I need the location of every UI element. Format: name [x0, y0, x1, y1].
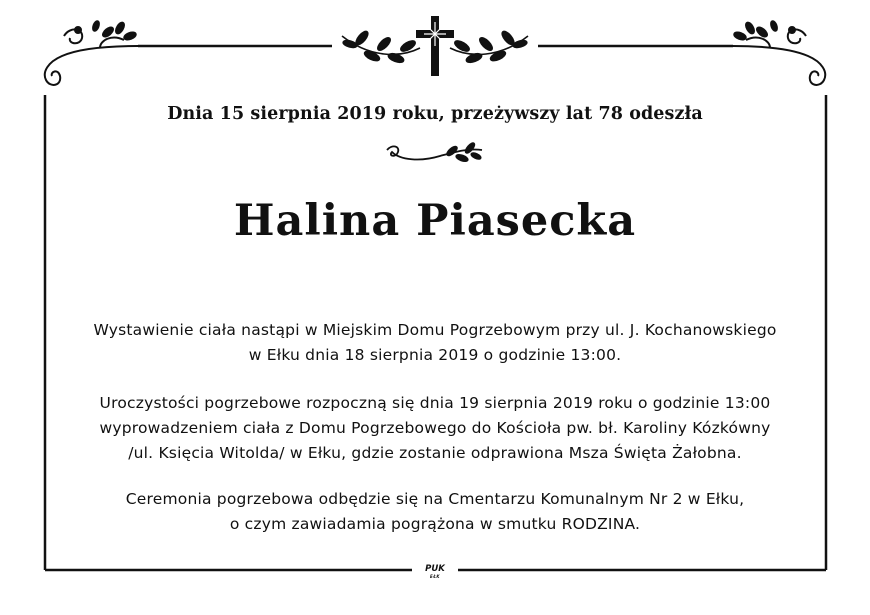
- paragraph-line: Uroczystości pogrzebowe rozpoczną się dnia 19 sierpnia 2019 roku o godzinie 13:00: [99, 394, 771, 412]
- cross-icon: [416, 16, 454, 76]
- divider-flourish-icon: [387, 142, 482, 163]
- paragraph-line: w Ełku dnia 18 sierpnia 2019 o godzinie 13:00.: [248, 346, 622, 364]
- paragraph-line: wyprowadzeniem ciała z Domu Pogrzebowego do Kościoła pw. bł. Karoliny Kózkówny: [99, 419, 771, 437]
- wake-paragraph: [40, 318, 830, 368]
- logo-subtext: EŁK: [430, 574, 440, 579]
- paragraph-line: Wystawienie ciała nastąpi w Miejskim Domu Pogrzebowym przy ul. J. Kochanowskiego: [93, 321, 777, 339]
- death-date-line: Dnia 15 sierpnia 2019 roku, przeżywszy lat 78 odeszła: [167, 104, 703, 124]
- corner-flourish-icon: [45, 20, 138, 84]
- deceased-name: Halina Piasecka: [233, 196, 637, 246]
- funeral-mass-paragraph: [40, 391, 830, 466]
- paragraph-line: o czym zawiadamia pogrążona w smutku RODZINA.: [229, 515, 641, 533]
- burial-paragraph: [40, 487, 830, 537]
- corner-flourish-icon: [732, 20, 825, 84]
- laurel-branch-icon: [450, 30, 528, 64]
- paragraph-line: /ul. Księcia Witolda/ w Ełku, gdzie zostanie odprawiona Msza Święta Żałobna.: [128, 444, 742, 462]
- paragraph-line: Ceremonia pogrzebowa odbędzie się na Cmentarzu Komunalnym Nr 2 w Ełku,: [125, 490, 745, 508]
- logo-text: PUK: [425, 564, 445, 574]
- company-logo: [0, 563, 870, 582]
- laurel-branch-icon: [342, 30, 420, 64]
